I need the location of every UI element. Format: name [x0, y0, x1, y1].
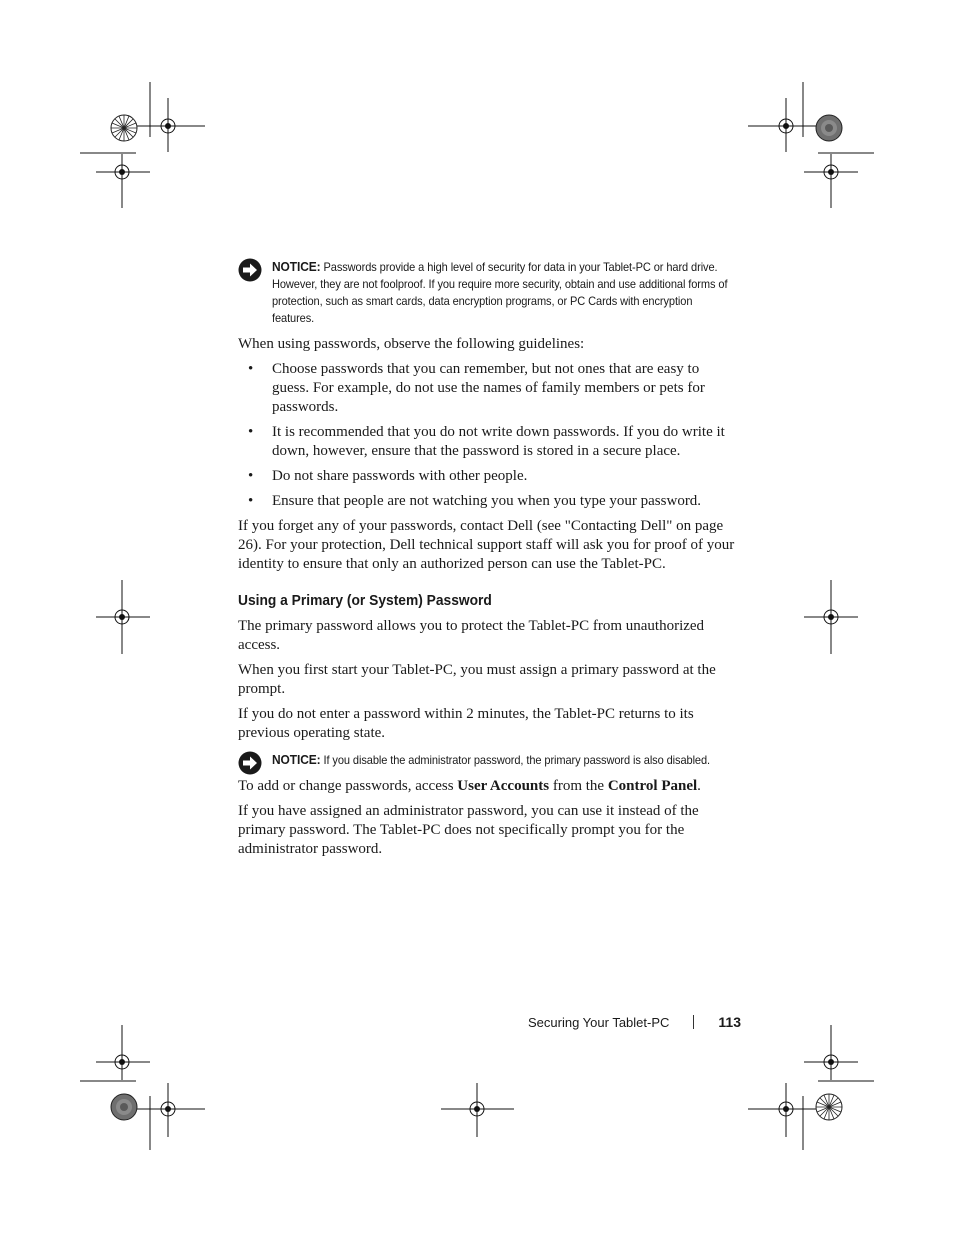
bullet: • — [248, 424, 254, 440]
control-panel-term: Control Panel — [607, 778, 698, 794]
list-item-text: Do not share passwords with other people. — [272, 468, 528, 484]
footer-section-title: Securing Your Tablet-PC — [527, 1014, 670, 1030]
body-paragraph: If you do not enter a password within 2 minutes, the Tablet-PC returns to its previous operating state. — [238, 706, 694, 741]
list-item-text: It is recommended that you do not write down passwords. If you do write it down, however, ensure that the password is stored in a secure place. — [272, 424, 725, 459]
bullet: • — [248, 468, 254, 484]
change-password-paragraph: To add or change passwords, access User Accounts from the Control Panel. — [238, 778, 701, 794]
page-footer — [528, 1014, 741, 1030]
list-item — [238, 492, 738, 511]
notice-label: NOTICE: — [272, 752, 321, 767]
list-item — [238, 360, 738, 417]
notice-security — [238, 258, 738, 327]
notice-text — [272, 751, 737, 769]
notice-body: If you disable the administrator password, the primary password is also disabled. — [320, 753, 711, 767]
bullet: • — [248, 493, 254, 509]
admin-password-paragraph: If you have assigned an administrator password, you can use it instead of the primary password. The Tablet-PC does not specifically prompt you for the administrator password. — [238, 803, 699, 857]
page-content — [238, 258, 738, 865]
page-number: 113 — [718, 1014, 741, 1030]
list-item — [238, 423, 738, 461]
list-item-text: Choose passwords that you can remember, but not ones that are easy to guess. For example, do not use the names of family members or pets for passwords. — [272, 361, 705, 415]
notice-body: Passwords provide a high level of security for data in your Tablet-PC or hard drive. However, they are not foolproof. If you require more security, obtain and use additional forms of protection, such as smart cards, data encryption programs, or PC Cards with encryption features. — [272, 260, 728, 325]
notice-text — [272, 258, 737, 327]
body-paragraph: The primary password allows you to protect the Tablet-PC from unauthorized access. — [238, 618, 705, 653]
notice-admin-password — [238, 751, 738, 769]
bullet: • — [248, 361, 254, 377]
notice-label: NOTICE: — [272, 259, 321, 274]
footer-separator — [693, 1015, 694, 1029]
guidelines-intro: When using passwords, observe the following guidelines: — [238, 336, 585, 352]
list-item-text: Ensure that people are not watching you when you type your password. — [272, 493, 702, 509]
notice-arrow-icon — [238, 258, 262, 282]
body-paragraph: When you first start your Tablet-PC, you must assign a primary password at the prompt. — [238, 662, 716, 697]
list-item — [238, 467, 738, 486]
forget-password-paragraph: If you forget any of your passwords, contact Dell (see "Contacting Dell" on page 26). For your protection, Dell technical support staff will ask you for proof of your identity to ensure that only an authorized person can use the Tablet-PC. — [238, 518, 735, 572]
user-accounts-term: User Accounts — [457, 778, 550, 794]
section-heading: Using a Primary (or System) Password — [238, 592, 492, 609]
guidelines-list — [238, 360, 738, 511]
notice-arrow-icon — [238, 751, 262, 775]
